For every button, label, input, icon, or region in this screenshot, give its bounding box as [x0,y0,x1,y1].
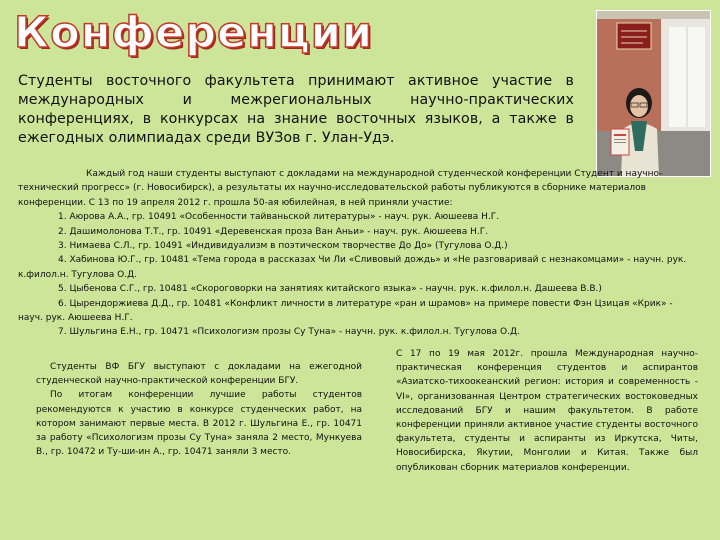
participant-item: 1. Аюрова А.А., гр. 10491 «Особенности тайваньской литературы» - науч. рук. Аюшеева Н.Г. [58,212,500,223]
participant-item: 5. Цыбенова С.Г., гр. 10481 «Скороговорки на занятиях китайского языка» - научн. рук. к.филол.н. Дашеева В.В.) [58,284,602,295]
photo-student-with-diploma [596,10,711,177]
conference-details [18,167,696,340]
right-column: С 17 по 19 мая 2012г. прошла Международная научно-практическая конференция студентов и аспирантов «Азиатско-тихоокеанский регион: история и современность - VI», организованная Центром стратегических востоковедных исследований БГУ и нашим факультетом. В работе конференции приняли активное участие студенты восточного факультета, студенты и аспиранты из Иркутска, Читы, Новосибирска, Якутии, Монголии и Китая. Также был опубликован сборник материалов конференции. [396,349,698,473]
details-lead: Каждый год наши студенты выступают с докладами на международной студенческой конференции Студент и научно-технический прогресс» (г. Новосибирск), а результаты их научно-исследовательской работы публикуются в сборнике материалов конференции. С 13 по 19 апреля 2012 г. прошла 50-ая юбилейная, в ней приняли участие: [18,169,663,208]
participant-item: 7. Шульгина Е.Н., гр. 10471 «Психологизм прозы Су Туна» - научн. рук. к.филол.н. Тугулова О.Д. [58,327,520,338]
participant-item: 2. Дашимолонова Т.Т., гр. 10491 «Деревенская проза Ван Аньи» - науч. рук. Аюшеева Н.Г. [58,226,489,237]
slide-title: Конференции [14,8,374,58]
left-column [36,360,362,459]
left-column-p2: По итогам конференции лучшие работы студентов рекомендуются к участию в конкурсе студенческих работ, на котором занимают первые места. В 2012 г. Шульгина Е., гр. 10471 за работу «Психологизм прозы Су Туна» заняла 2 место, Мункуева В., гр. 10472 и Ту-ши-ин А., гр. 10471 заняли 3 место. [36,390,362,458]
participant-item: 4. Хабинова Ю.Г., гр. 10481 «Тема города в рассказах Чи Ли «Сливовый дождь» и «Не разговаривай с незнакомцами» - научн. рук. к.филол.н. Тугулова О.Д. [18,255,687,280]
participant-item: 3. Нимаева С.Л., гр. 10491 «Индивидуализм в поэтическом творчестве До До» (Тугулова О.Д.) [58,241,508,252]
participant-item: 6. Цырендоржиева Д.Д., гр. 10481 «Конфликт личности в литературе «ран и шрамов» на примере повести Фэн Цзицая «Крик» - науч. рук. Аюшеева Н.Г. [18,298,673,324]
intro-paragraph: Студенты восточного факультета принимают активное участие в международных и межрегиональных научно-практических конференциях, в конкурсах на знание восточных языков, а также в ежегодных олимпиадах среди ВУЗов г. Улан-Удэ. [18,73,574,146]
left-column-p1: Студенты ВФ БГУ выступают с докладами на ежегодной студенческой научно-практической конференции БГУ. [36,362,362,387]
